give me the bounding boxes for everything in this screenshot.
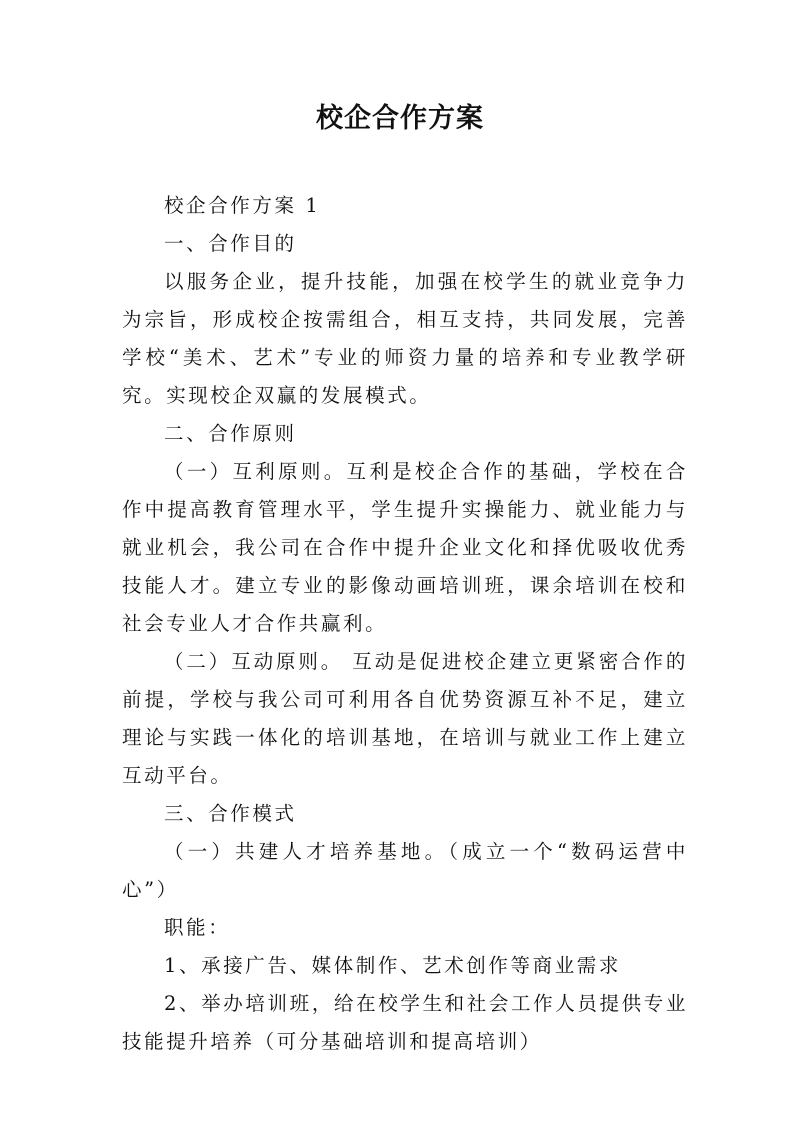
paragraph-interaction: （二）互动原则。 互动是促进校企建立更紧密合作的前提，学校与我公司可利用各自优势资源互补不足，建立理论与实践一体化的培训基地，在培训与就业工作上建立互动平台。 xyxy=(122,650,688,787)
document-body xyxy=(122,187,688,1061)
heading-principles: 二、合作原则 xyxy=(164,422,297,445)
paragraph-purpose: 以服务企业，提升技能，加强在校学生的就业竞争力为宗旨，形成校企按需组合，相互支持，共同发展，完善学校“美术、艺术”专业的师资力量的培养和专业教学研究。实现校企双赢的发展模式。 xyxy=(122,270,688,407)
heading-purpose: 一、合作目的 xyxy=(164,232,297,255)
section-label: 校企合作方案 1 xyxy=(164,194,321,217)
paragraph-functions-label: 职能： xyxy=(164,916,231,939)
list-item-1: 1、承接广告、媒体制作、艺术创作等商业需求 xyxy=(164,954,622,977)
paragraph-mutual-benefit: （一）互利原则。互利是校企合作的基础，学校在合作中提高教育管理水平，学生提升实操能力、就业能力与就业机会，我公司在合作中提升企业文化和择优吸收优秀技能人才。建立专业的影像动画培训班，课余培训在校和社会专业人才合作共赢利。 xyxy=(122,460,688,635)
list-item-2: 2、举办培训班，给在校学生和社会工作人员提供专业技能提升培养（可分基础培训和提高培训） xyxy=(122,992,688,1053)
document-title: 校企合作方案 xyxy=(316,103,484,134)
paragraph-training-base: （一）共建人才培养基地。（成立一个“数码运营中心”） xyxy=(122,840,688,901)
heading-model: 三、合作模式 xyxy=(164,802,297,825)
